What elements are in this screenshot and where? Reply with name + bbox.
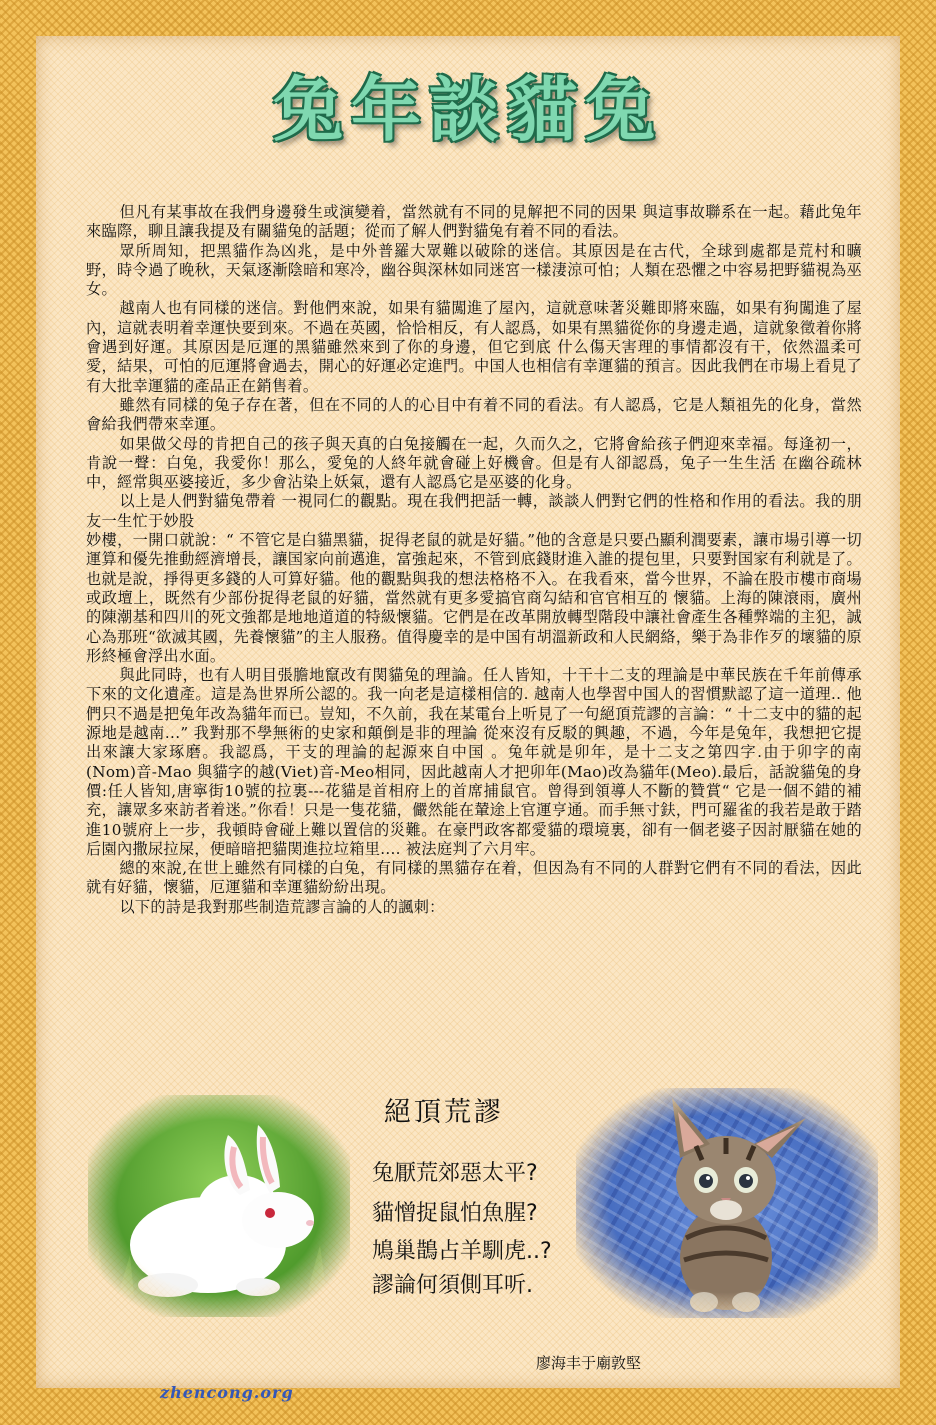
page-title: 兔年談貓兔	[273, 69, 663, 151]
kitten-photo	[576, 1088, 878, 1318]
poem-line: 貓憎捉鼠怕魚腥?	[372, 1201, 538, 1226]
paragraph: 越南人也有同樣的迷信。對他們來說，如果有貓闖進了屋內，這就意味著災難即將來臨，如果有狗闖進了屋內，這就表明着幸運快要到來。不過在英國，恰恰相反，有人認爲，如果有黑貓從你的身邊走過，這就象徵着你將會遇到好運。其原因是厄運的黑貓雖然來到了你的身邊，但它到底 什么傷天害理的事情都沒有干，依然溫柔可愛，結果，可怕的厄運將會過去，開心的好運必定進門。中国人也相信有幸運貓的預言。因此我們在市場上看見了有大批幸運貓的產品正在銷售着。	[86, 299, 862, 395]
site-watermark: zhencong.org	[160, 1383, 294, 1402]
paragraph: 雖然有同樣的兔子存在著，但在不同的人的心目中有着不同的看法。有人認爲，它是人類祖先的化身，當然會給我們帶來幸運。	[86, 395, 862, 434]
author-signature: 廖海丰于廟敦堅	[536, 1354, 642, 1372]
rabbit-photo	[88, 1095, 350, 1317]
paragraph: 以下的詩是我對那些制造荒謬言論的人的諷刺：	[119, 897, 445, 916]
paragraph: 眾所周知，把黑貓作為凶兆，是中外普羅大眾難以破除的迷信。其原因是在古代，全球到處都是荒村和曠野，時令過了晚秋，天氣逐漸陰暗和寒冷，幽谷與深林如同迷宮一樣淒涼可怕；人類在恐懼之中容易把野貓視為巫女。	[86, 241, 862, 299]
white-rabbit-image	[88, 1095, 350, 1317]
paragraph: 與此同時，也有人明目張膽地竄改有関貓兔的理論。任人皆知，十干十二支的理論是中華民族在千年前傳承下來的文化遺產。這是為世界所公認的。我一向老是這樣相信的. 越南人也學習中国人的習慣默認了這一道理.. 他們只不過是把兔年改為貓年而已。豈知，不久前，我在某電台上听見了一句絕頂荒謬的言論：“ 十二支中的貓的起源地是越南...” 我對那不學無術的史家和顛倒是非的理論 從來沒有反駁的興趣，不過，今年是兔年，我想把它提出來讓大家琢磨。我認爲，干支的理論的起源來自中国 。兔年就是卯年，是十二支之第四字.由于卯字的南 (Nom)音-Mao 與貓字的越(Viet)音-Meo相同，因此越南人才把卯年(Mao)改為貓年(Meo).最后，話說貓兔的身價:任人皆知,唐寧街10號的拉裏---花貓是首相府上的首席捕鼠官。曾得到領導人不斷的贊賞“ 它是一個不錯的補充，讓眾多來訪者着迷。”你看！只是一隻花貓，儼然能在輦途上官運亨通。而手無寸鈇，門可羅雀的我若是敢于踏進10號府上一步，我頓時會碰上難以置信的災難。在豪門政客都愛貓的環境裏，卻有一個老婆子因討厭貓在她的后園內撒尿拉屎，便暗暗把貓関進拉垃箱里.... 被法庭判了六月牢。	[86, 666, 862, 858]
paragraph: 但凡有某事故在我們身邊發生或演變着，當然就有不同的見解把不同的因果 與這事故聯系在一起。藉此兔年來臨際，聊且讓我提及有關貓兔的話題；從而了解人們對貓兔有着不同的看法。	[86, 203, 862, 241]
article-body	[86, 203, 862, 1073]
paragraph: 總的來說,在世上雖然有同樣的白兔，有同樣的黑貓存在着，但因為有不同的人群對它們有不同的看法，因此就有好貓，懷貓，厄運貓和幸運貓紛紛出現。	[86, 859, 862, 897]
poem-line: 鳩巢鵲占羊馴虎..?	[372, 1239, 552, 1264]
poem-line: 謬論何須側耳听.	[372, 1273, 533, 1298]
tabby-kitten-image	[576, 1088, 878, 1318]
paragraph: 以上是人們對貓兔帶着 一視同仁的觀點。現在我們把話一轉，談談人們對它們的性格和作用的看法。我的朋友一生忙于妙股	[86, 492, 862, 530]
poem-line: 兔厭荒郊惡太平?	[372, 1161, 538, 1186]
paragraph: 妙樓，一開口就說：“ 不管它是白貓黑貓，捉得老鼠的就是好貓。”他的含意是只要凸顯利潤要素，讓市場引導一切運算和優先推動經濟增長，讓国家向前邁進，富強起來，不管到底錢財進入誰的提包里，只要對国家有利就是了。也就是說，掙得更多錢的人可算好貓。他的觀點與我的想法格格不入。在我看來，當今世界，不論在股市樓市商場或政壇上，既然有少部份捉得老鼠的好貓，當然就有更多愛搞官商勾結和官官相互的 懷貓。上海的陳滖雨，廣州的陳潮基和四川的死文強都是地地道道的特級懷貓。它們是在改革開放轉型階段中讓社會產生各種弊端的主犯，誠心為那班“欲滅其國，先養懷貓”的主人服務。值得慶幸的是中国有胡溫新政和人民網絡，樂于為非作歹的壞貓的原形終極會浮出水面。	[86, 531, 862, 665]
paragraph: 如果做父母的肯把自己的孩子與天真的白兔接觸在一起，久而久之，它將會給孩子們迎來幸福。每逢初一，肯說一聲：白兔，我愛你！那么，愛兔的人終年就會碰上好機會。但是有人卻認爲，兔子一生生活 在幽谷疏林中，經常與巫婆接近，多少會沾染上妖氣，還有人認爲它是巫婆的化身。	[86, 434, 862, 492]
poem-title: 絕頂荒謬	[384, 1097, 504, 1128]
